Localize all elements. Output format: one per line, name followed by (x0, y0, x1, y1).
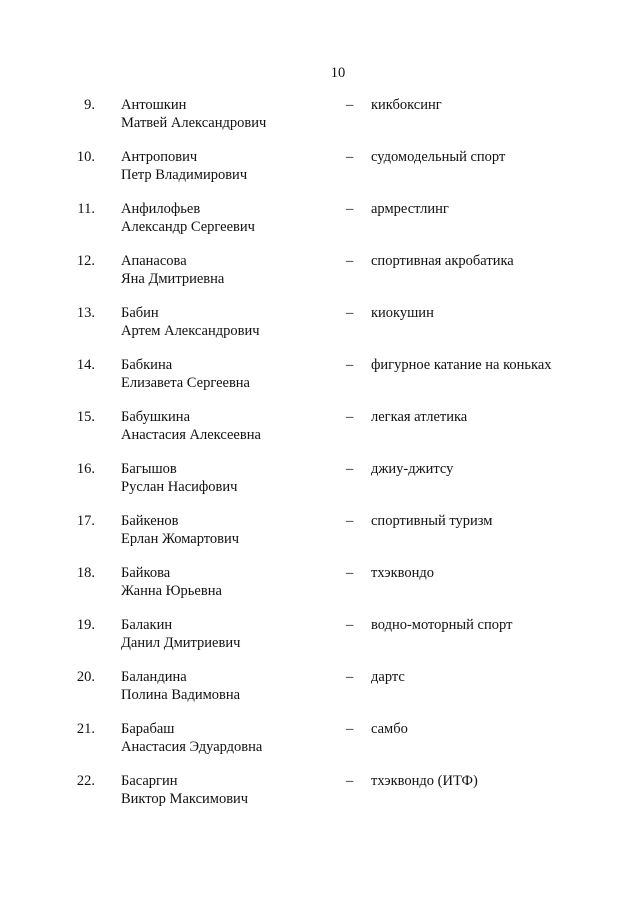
entry-given-names: Яна Дмитриевна (121, 271, 225, 287)
entry-number: 10. (76, 149, 95, 165)
entry-sport: дартс (371, 669, 405, 685)
entry-sport: фигурное катание на коньках (371, 357, 552, 373)
list-item (0, 148, 640, 200)
entry-given-names: Ерлан Жомартович (121, 531, 240, 547)
list-item (0, 720, 640, 772)
entry-name (121, 720, 262, 756)
entry-dash: – (346, 149, 354, 165)
entry-sport: кикбоксинг (371, 97, 442, 113)
entry-dash: – (346, 773, 354, 789)
entry-number: 14. (76, 357, 95, 373)
entry-given-names: Анастасия Эдуардовна (121, 739, 263, 755)
entry-number: 15. (76, 409, 95, 425)
entry-name (121, 356, 250, 392)
entry-surname: Байкова (121, 565, 171, 581)
entry-dash: – (346, 565, 354, 581)
entry-sport: легкая атлетика (371, 409, 468, 425)
entry-given-names: Александр Сергеевич (121, 219, 255, 235)
list-item (0, 668, 640, 720)
entry-given-names: Матвей Александрович (121, 115, 267, 131)
entry-name (121, 148, 247, 184)
entry-surname: Бабин (121, 305, 159, 321)
entry-dash: – (346, 409, 354, 425)
entry-name (121, 616, 240, 652)
entry-number: 9. (84, 97, 95, 113)
entry-surname: Антропович (121, 149, 198, 165)
entry-dash: – (346, 97, 354, 113)
entry-sport: киокушин (371, 305, 434, 321)
list-item (0, 304, 640, 356)
entry-number: 18. (76, 565, 95, 581)
entry-dash: – (346, 357, 354, 373)
entry-name (121, 564, 222, 600)
entry-name (121, 304, 260, 340)
entry-sport: тхэквондо (ИТФ) (371, 773, 478, 789)
entry-sport: судомодельный спорт (371, 149, 506, 165)
entry-sport: водно-моторный спорт (371, 617, 513, 633)
entry-given-names: Руслан Насифович (121, 479, 238, 495)
entry-dash: – (346, 253, 354, 269)
entry-sport: джиу-джитсу (371, 461, 454, 477)
entry-surname: Барабаш (121, 721, 175, 737)
entry-given-names: Елизавета Сергеевна (121, 375, 250, 391)
entry-sport: самбо (371, 721, 408, 737)
list-item (0, 564, 640, 616)
entry-given-names: Артем Александрович (121, 323, 260, 339)
entry-number: 11. (77, 201, 95, 217)
page-number: 10 (330, 65, 346, 81)
entry-dash: – (346, 617, 354, 633)
entry-number: 20. (76, 669, 95, 685)
entry-number: 21. (76, 721, 95, 737)
list-item (0, 252, 640, 304)
entry-dash: – (346, 721, 354, 737)
entry-surname: Апанасова (121, 253, 187, 269)
entry-given-names: Полина Вадимовна (121, 687, 241, 703)
entry-name (121, 772, 248, 808)
entry-name (121, 512, 239, 548)
entry-name (121, 408, 261, 444)
entry-given-names: Данил Дмитриевич (121, 635, 241, 651)
entry-given-names: Виктор Максимович (121, 791, 249, 807)
entry-surname: Балакин (121, 617, 173, 633)
entry-surname: Антошкин (121, 97, 187, 113)
entry-number: 17. (76, 513, 95, 529)
entry-sport: спортивный туризм (371, 513, 493, 529)
entry-list (0, 96, 640, 824)
entry-name (121, 252, 224, 288)
entry-dash: – (346, 669, 354, 685)
entry-given-names: Анастасия Алексеевна (121, 427, 261, 443)
entry-name (121, 460, 237, 496)
list-item (0, 408, 640, 460)
entry-number: 22. (76, 773, 95, 789)
entry-sport: тхэквондо (371, 565, 435, 581)
list-item (0, 772, 640, 824)
entry-name (121, 668, 240, 704)
entry-dash: – (346, 513, 354, 529)
entry-number: 16. (76, 461, 95, 477)
entry-sport: армрестлинг (371, 201, 449, 217)
list-item (0, 460, 640, 512)
entry-surname: Баландина (121, 669, 187, 685)
entry-surname: Багышов (121, 461, 177, 477)
entry-number: 19. (76, 617, 95, 633)
entry-name (121, 200, 255, 236)
entry-surname: Басаргин (121, 773, 178, 789)
list-item (0, 356, 640, 408)
entry-surname: Байкенов (121, 513, 179, 529)
list-item (0, 200, 640, 252)
entry-sport: спортивная акробатика (371, 253, 514, 269)
list-item (0, 96, 640, 148)
entry-given-names: Жанна Юрьевна (121, 583, 222, 599)
entry-number: 12. (76, 253, 95, 269)
entry-dash: – (346, 305, 354, 321)
entry-dash: – (346, 201, 354, 217)
list-item (0, 512, 640, 564)
list-item (0, 616, 640, 668)
entry-name (121, 96, 266, 132)
entry-surname: Бабушкина (121, 409, 191, 425)
entry-surname: Анфилофьев (121, 201, 201, 217)
entry-given-names: Петр Владимирович (121, 167, 248, 183)
entry-number: 13. (76, 305, 95, 321)
entry-dash: – (346, 461, 354, 477)
entry-surname: Бабкина (121, 357, 173, 373)
